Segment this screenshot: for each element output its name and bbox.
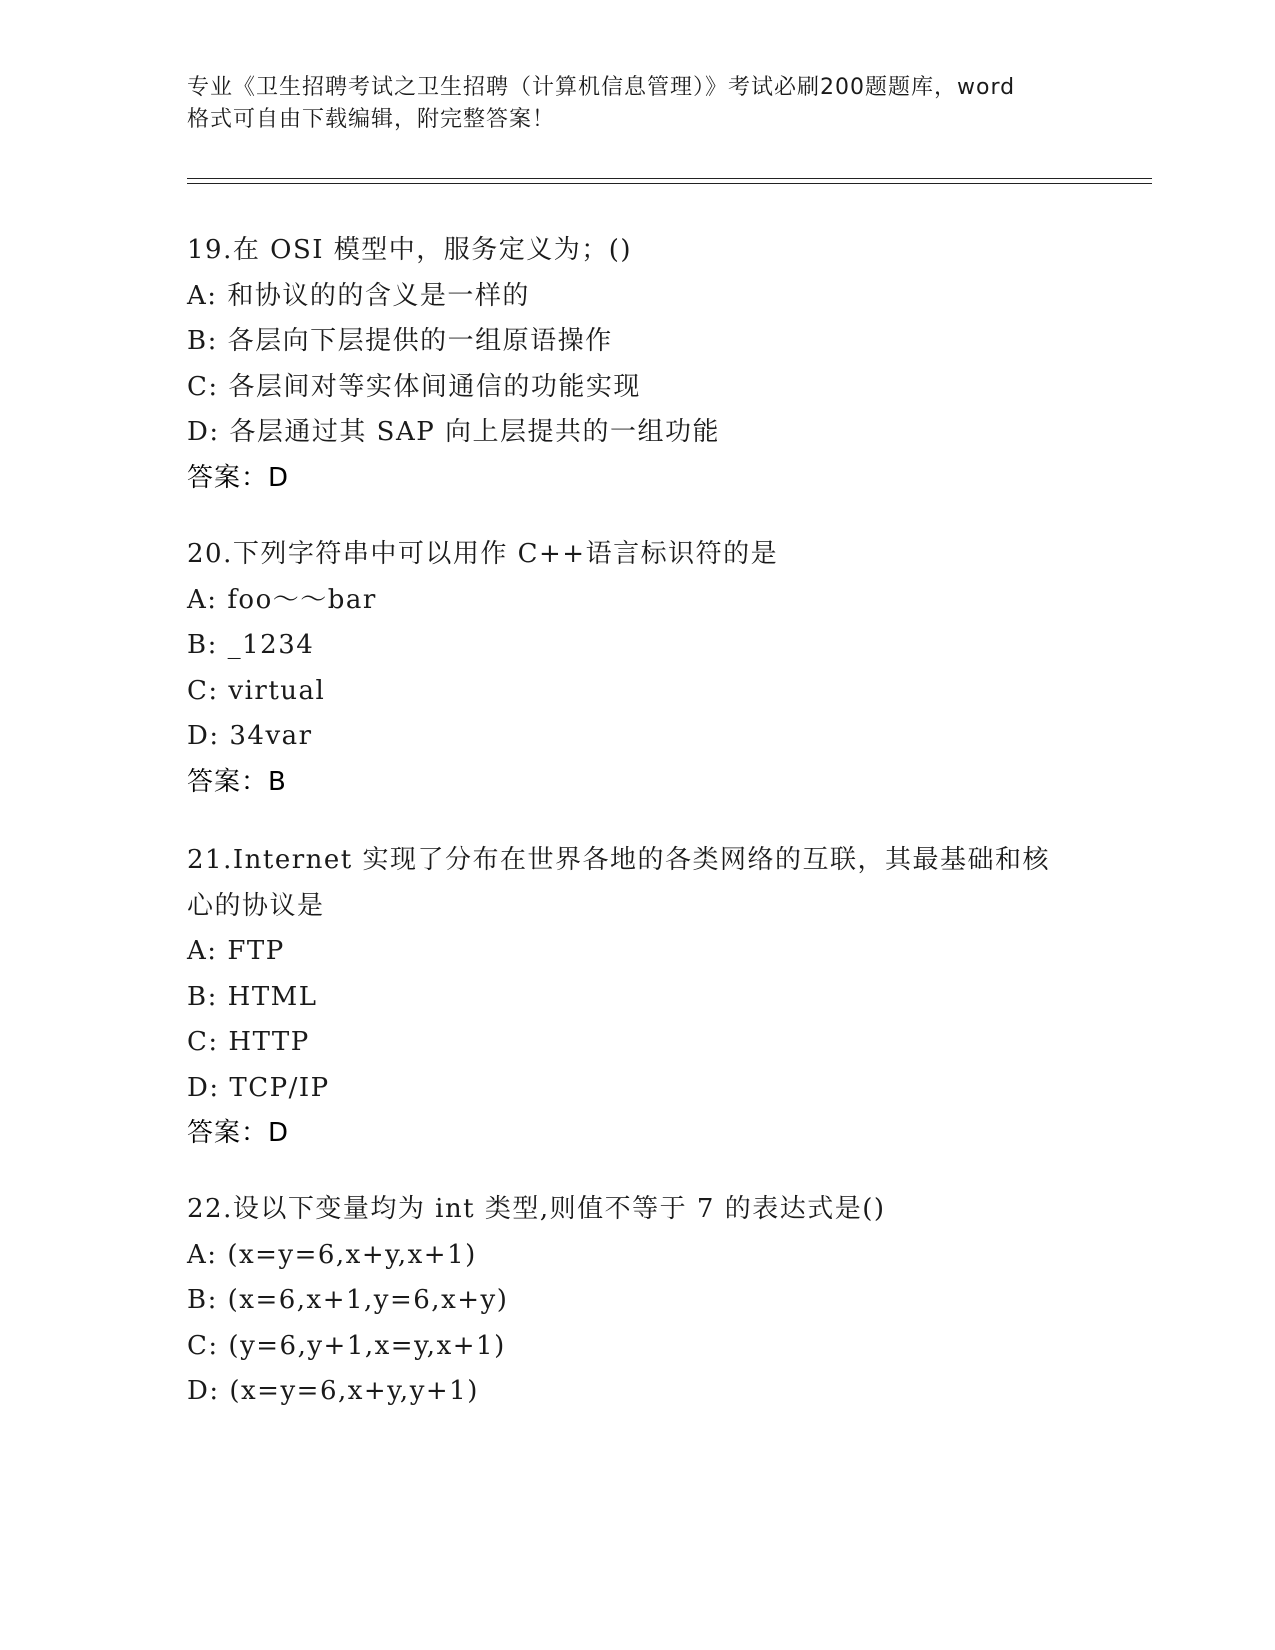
header-line-1: 专业《卫生招聘考试之卫生招聘（计算机信息管理）》考试必刷200题题库，word	[187, 75, 1016, 100]
option-d	[187, 1066, 1107, 1112]
option-text: 和协议的的含义是一样的	[227, 280, 530, 311]
question-21	[187, 838, 1107, 1157]
option-label: D:	[187, 721, 220, 751]
option-label: D:	[187, 417, 220, 447]
question-text: Internet 实现了分布在世界各地的各类网络的互联，其最基础和核	[232, 845, 1050, 875]
option-label: A:	[187, 1239, 218, 1270]
option-label: D:	[187, 1376, 220, 1406]
header-line-2: 格式可自由下载编辑，附完整答案！	[187, 107, 556, 132]
option-a	[187, 929, 1107, 975]
option-text: (y=6,y+1,x=y,x+1)	[228, 1330, 506, 1361]
option-label: C:	[187, 1027, 219, 1057]
option-label: B:	[187, 1285, 218, 1315]
question-stem	[187, 532, 1107, 578]
question-text: 设以下变量均为 int 类型,则值不等于 7 的表达式是()	[232, 1194, 886, 1224]
question-stem-continued: 心的协议是	[187, 890, 325, 921]
option-text: (x=y=6,x+y,x+1)	[227, 1239, 477, 1270]
option-text: 各层向下层提供的一组原语操作	[227, 326, 613, 356]
option-label: A:	[187, 584, 218, 615]
document-header	[187, 72, 1087, 136]
option-b	[187, 623, 1107, 669]
question-stem	[187, 228, 1107, 274]
option-label: B:	[187, 630, 218, 660]
answer-value: D	[268, 462, 290, 493]
option-text: HTTP	[228, 1027, 310, 1057]
header-divider-bottom	[187, 183, 1152, 184]
option-label: B:	[187, 981, 218, 1012]
question-19	[187, 228, 1107, 501]
option-text: 各层通过其 SAP 向上层提共的一组功能	[229, 417, 720, 447]
question-number: 21.	[187, 845, 233, 875]
option-d	[187, 410, 1107, 456]
question-stem	[187, 838, 1107, 884]
option-b	[187, 1278, 1107, 1324]
option-text: (x=6,x+1,y=6,x+y)	[227, 1285, 509, 1315]
option-b	[187, 975, 1107, 1021]
option-c	[187, 669, 1107, 715]
question-text: 在 OSI 模型中，服务定义为；()	[232, 235, 633, 265]
question-text: 下列字符串中可以用作 C++语言标识符的是	[232, 539, 779, 569]
question-number: 20.	[187, 539, 233, 569]
option-label: D:	[187, 1072, 220, 1103]
option-c	[187, 1324, 1107, 1370]
option-text: HTML	[227, 981, 318, 1012]
option-a	[187, 1233, 1107, 1279]
option-text: foo～～bar	[227, 584, 377, 615]
option-text: virtual	[228, 675, 326, 706]
question-number: 22.	[187, 1194, 233, 1224]
option-label: B:	[187, 326, 218, 356]
header-divider-top	[187, 178, 1152, 179]
option-c	[187, 365, 1107, 411]
option-text: TCP/IP	[229, 1072, 330, 1103]
option-d	[187, 1369, 1107, 1415]
option-label: A:	[187, 936, 218, 966]
question-22	[187, 1187, 1107, 1415]
option-label: C:	[187, 675, 219, 706]
answer-label: 答案：	[187, 462, 269, 493]
option-text: 各层间对等实体间通信的功能实现	[228, 371, 641, 402]
option-a	[187, 274, 1107, 320]
option-d	[187, 714, 1107, 760]
option-a	[187, 578, 1107, 624]
answer-label: 答案：	[187, 766, 269, 797]
option-text: 34var	[229, 721, 313, 751]
option-label: C:	[187, 371, 219, 402]
answer-value: B	[268, 766, 287, 797]
answer-label: 答案：	[187, 1118, 269, 1148]
answer-line	[187, 456, 1107, 502]
option-c	[187, 1020, 1107, 1066]
option-text: (x=y=6,x+y,y+1)	[229, 1376, 479, 1406]
option-label: C:	[187, 1330, 219, 1361]
answer-line	[187, 760, 1107, 806]
question-number: 19.	[187, 235, 233, 265]
answer-value: D	[268, 1118, 290, 1148]
option-label: A:	[187, 280, 218, 311]
option-text: _1234	[227, 630, 315, 660]
option-b	[187, 319, 1107, 365]
question-stem	[187, 1187, 1107, 1233]
question-20	[187, 532, 1107, 805]
answer-line	[187, 1111, 1107, 1157]
option-text: FTP	[227, 936, 285, 966]
